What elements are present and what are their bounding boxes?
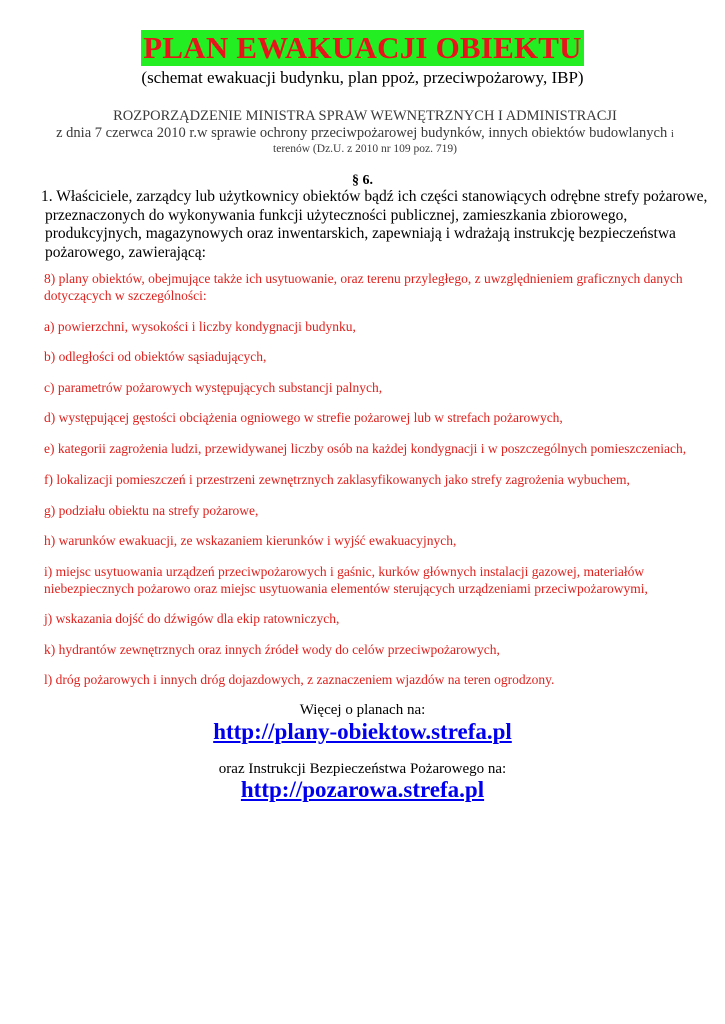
regulation-title: ROZPORZĄDZENIE MINISTRA SPRAW WEWNĘTRZNYCH I ADMINISTRACJI (113, 108, 617, 124)
list-item-line: 8) plany obiektów, obejmujące także ich usytuowanie, oraz terenu przyległego, z uwzględnieniem graficznych danych (44, 271, 683, 286)
list-item: c) parametrów pożarowych występujących substancji palnych, (44, 380, 383, 395)
intro-line: produkcyjnych, magazynowych oraz inwentarskich, zapewniają i wdrażają instrukcję bezpieczeństwa (45, 225, 676, 242)
list-item: h) warunków ewakuacji, ze wskazaniem kierunków i wyjść ewakuacyjnych, (44, 533, 457, 548)
list-item: k) hydrantów zewnętrznych oraz innych źródeł wody do celów przeciwpożarowych, (44, 642, 500, 657)
list-item-line: niebezpiecznych pożarowo oraz miejsc usytuowania elementów sterujących urządzeniami przeciwpożarowymi, (44, 581, 648, 596)
plans-link[interactable]: http://plany-obiektow.strefa.pl (213, 719, 512, 744)
regulation-date-text: z dnia 7 czerwca 2010 r.w sprawie ochrony przeciwpożarowej budynków, innych obiektów budowlanych (56, 125, 668, 141)
title-block (0, 30, 725, 66)
regulation-date-line (30, 124, 700, 143)
regulation-date-suffix: i (670, 128, 674, 140)
list-item: l) dróg pożarowych i innych dróg dojazdowych, z zaznaczeniem wjazdów na teren ogrodzony. (44, 672, 555, 687)
list-item (44, 270, 683, 304)
list-item (44, 563, 648, 597)
list-item: a) powierzchni, wysokości i liczby kondygnacji budynku, (44, 319, 356, 334)
list-item-line: i) miejsc usytuowania urządzeń przeciwpożarowych i gaśnic, kurków głównych instalacji gazowej, materiałów (44, 564, 645, 579)
list-item-line: dotyczących w szczególności: (44, 288, 207, 303)
list-item: b) odległości od obiektów sąsiadujących, (44, 349, 267, 364)
intro-paragraph (37, 188, 708, 262)
list-item: d) występującej gęstości obciążenia ogniowego w strefie pożarowej lub w strefach pożarowych, (44, 410, 563, 425)
regulation-reference: terenów (Dz.U. z 2010 nr 109 poz. 719) (273, 143, 457, 155)
list-item: e) kategorii zagrożenia ludzi, przewidywanej liczby osób na każdej kondygnacji i w poszczególnych pomieszczeniach, (44, 441, 687, 456)
instructions-link[interactable]: http://pozarowa.strefa.pl (240, 777, 485, 802)
intro-line: przeznaczonych do wykonywania funkcji użyteczności publicznej, zamieszkania zbiorowego, (45, 206, 628, 224)
instructions-link-wrap (0, 777, 725, 803)
plans-link-wrap (0, 719, 725, 745)
list-item: j) wskazania dojść do dźwigów dla ekip ratowniczych, (44, 611, 340, 626)
list-item: f) lokalizacji pomieszczeń i przestrzeni zewnętrznych zaklasyfikowanych jako strefy zagrożenia wybuchem, (44, 472, 630, 487)
page-subtitle: (schemat ewakuacji budynku, plan ppoż, przeciwpożarowy, IBP) (141, 68, 584, 87)
intro-line: pożarowego, zawierającą: (45, 243, 206, 261)
paragraph-number: § 6. (352, 173, 373, 188)
page-title: PLAN EWAKUACJI OBIEKTU (143, 30, 582, 65)
instructions-text: oraz Instrukcji Bezpieczeństwa Pożarowego na: (218, 761, 507, 777)
intro-line: 1. Właściciele, zarządcy lub użytkownicy obiektów bądź ich części stanowiących odrębne strefy pożarowe, (41, 188, 708, 205)
list-item: g) podziału obiektu na strefy pożarowe, (44, 503, 259, 518)
more-plans-text: Więcej o planach na: (299, 702, 426, 718)
